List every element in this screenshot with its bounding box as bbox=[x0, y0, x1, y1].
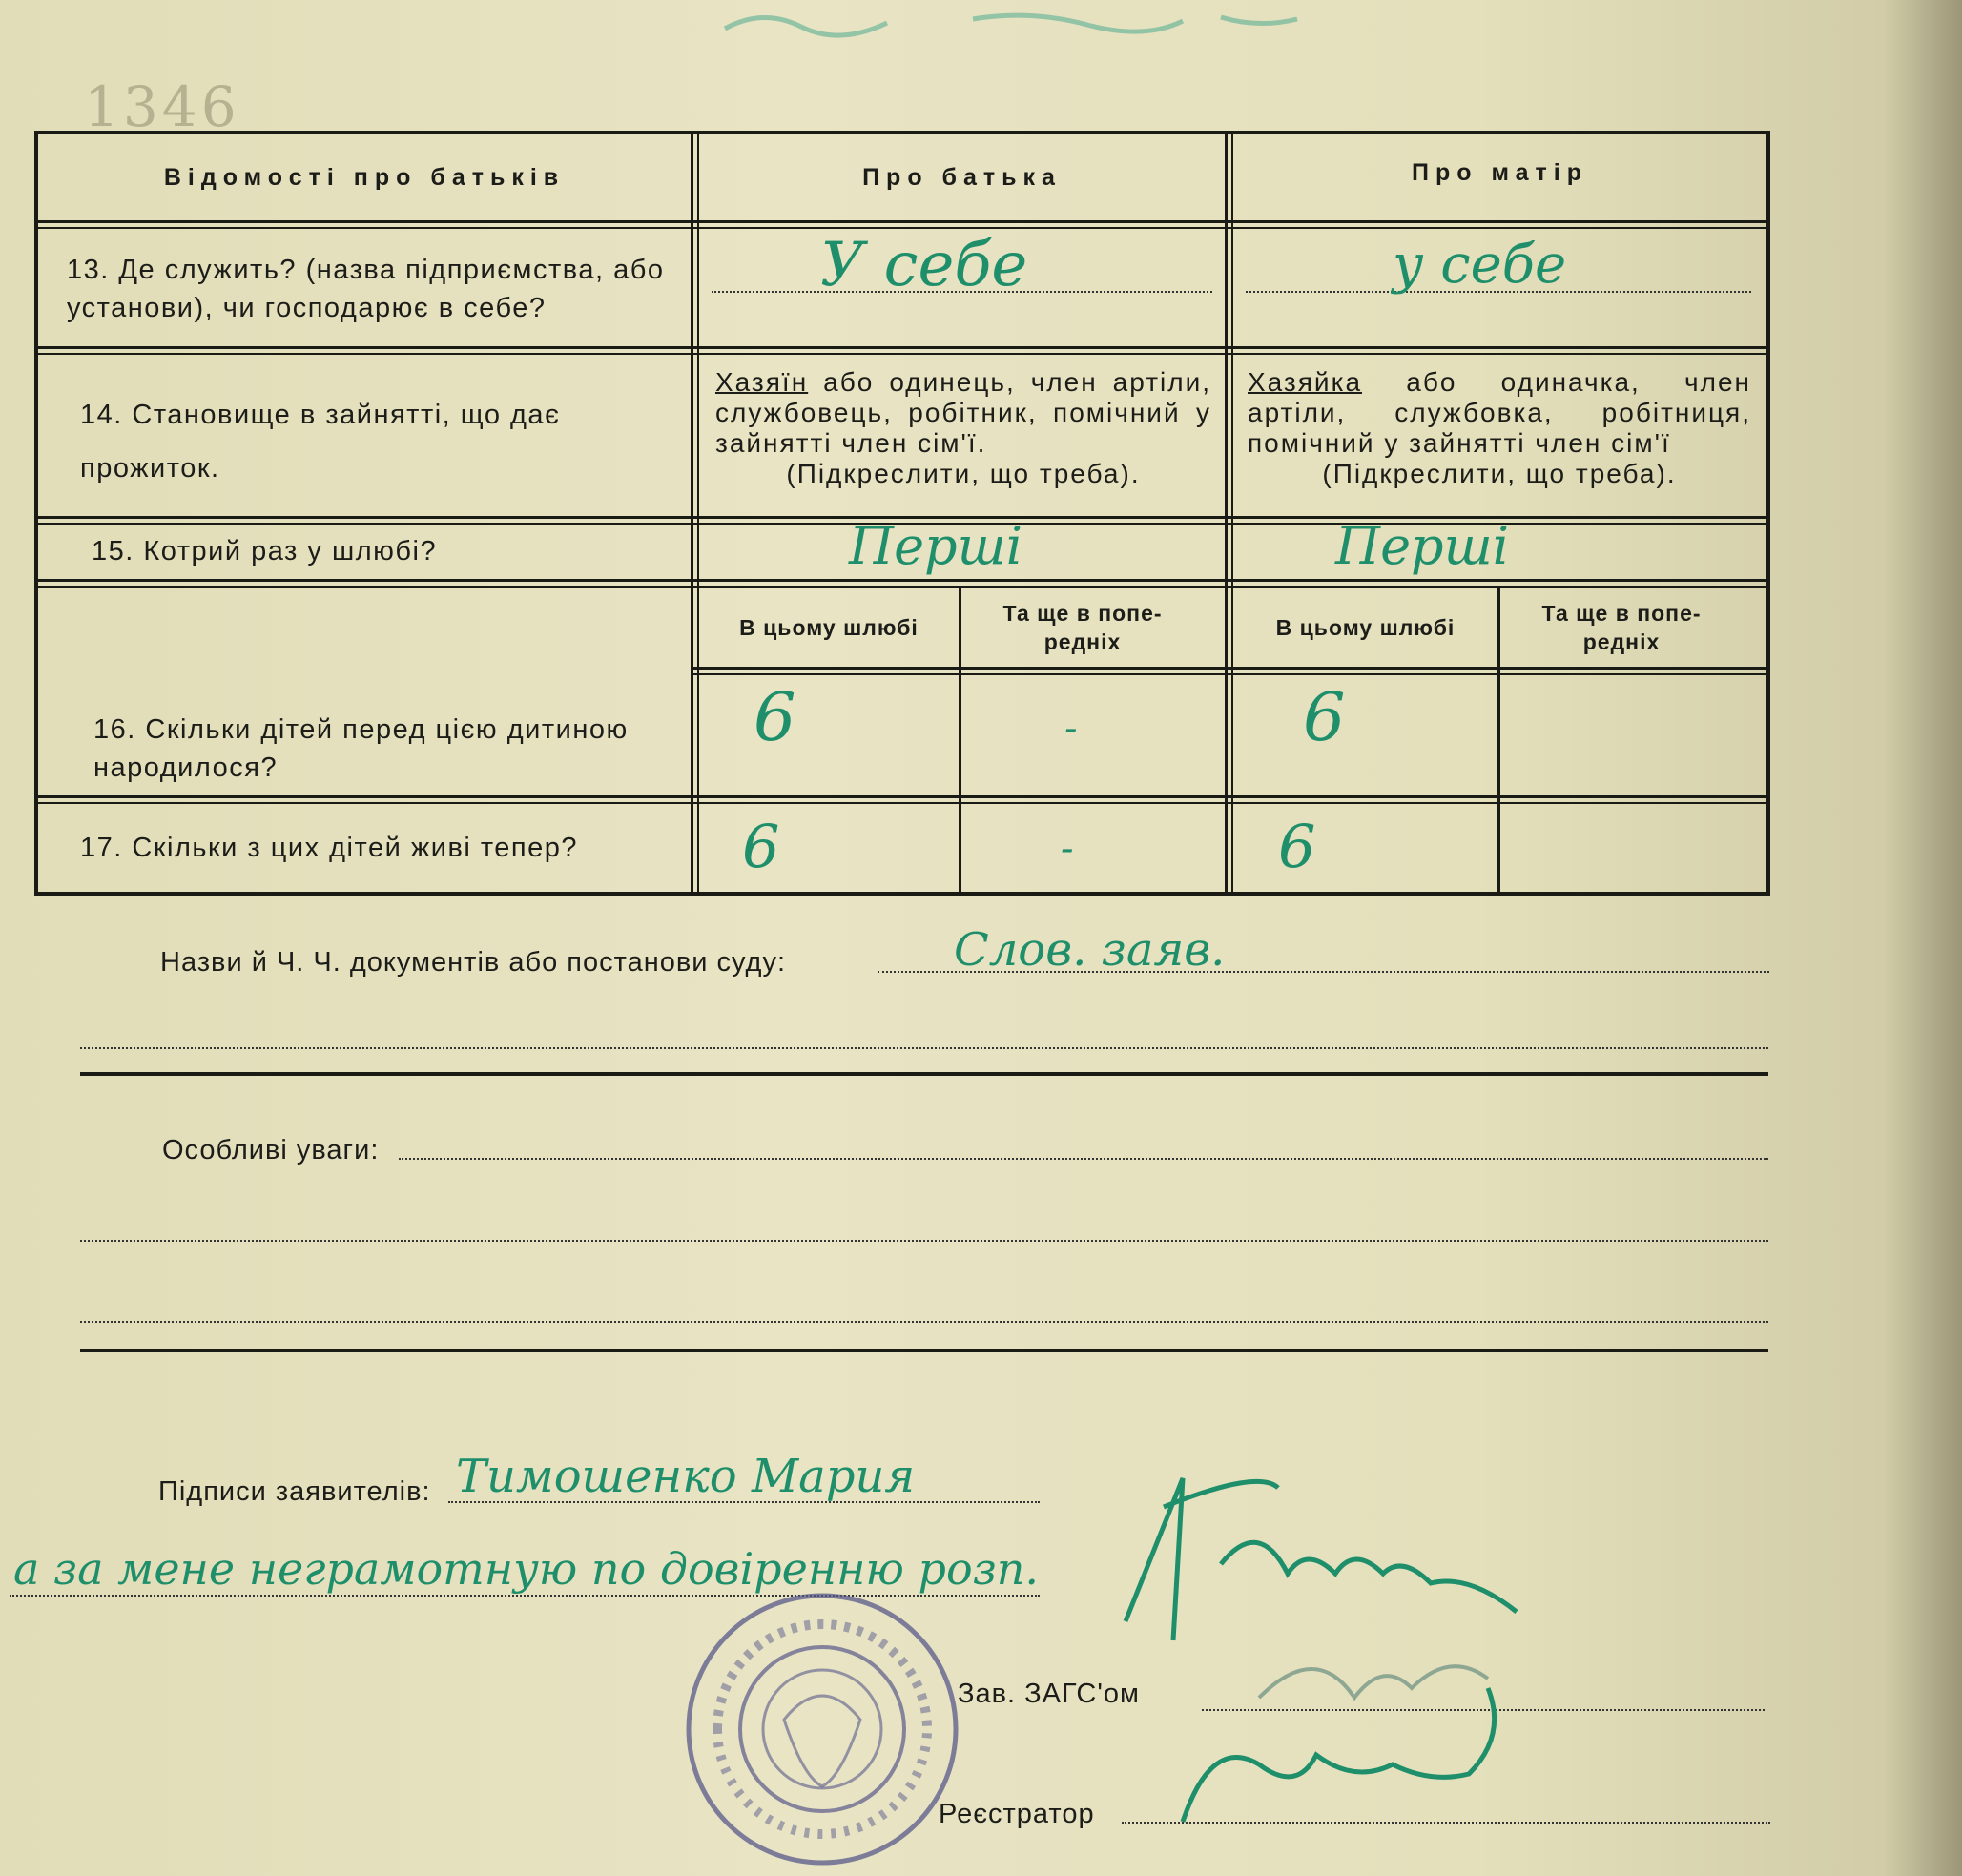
answer-17-mother-this: 6 bbox=[1278, 812, 1316, 881]
subheader-mother-this: В цьому шлюбі bbox=[1275, 614, 1456, 640]
rule bbox=[38, 220, 1766, 223]
official-round-stamp bbox=[679, 1586, 965, 1872]
rule bbox=[38, 346, 1766, 349]
documents-line-2 bbox=[80, 1047, 1768, 1049]
rule bbox=[38, 353, 1766, 355]
parents-info-table bbox=[34, 131, 1770, 896]
proxy-note: а за мене неграмотную по довіренню розп. bbox=[13, 1543, 1040, 1595]
rule bbox=[38, 227, 1766, 229]
answer-13-mother: у себе bbox=[1393, 234, 1567, 296]
subheader-mother-previous: Та ще в попе-редніх bbox=[1541, 600, 1702, 654]
remarks-label: Особливі уваги: bbox=[162, 1135, 380, 1165]
answer-16-mother-this: 6 bbox=[1303, 678, 1346, 756]
answer-16-father-previous: - bbox=[1064, 707, 1078, 751]
question-16: 16. Скільки дітей перед цією дитиною народилося? bbox=[93, 714, 629, 783]
question-13: 13. Де служить? (назва підприємства, або установи), чи господарює в себе? bbox=[67, 255, 665, 323]
applicants-signature: Тимошенко Мария bbox=[456, 1450, 916, 1503]
rule bbox=[38, 795, 1766, 798]
options-text: або одиначка, член артіли, службовка, робітниця, помічний у зайнятті член сім'ї bbox=[1248, 367, 1751, 458]
underline-note: (Підкреслити, що треба). bbox=[786, 459, 1141, 488]
answer-17-father-previous: - bbox=[1061, 827, 1074, 871]
answer-15-mother: Перші bbox=[1335, 516, 1510, 576]
section-rule bbox=[80, 1072, 1768, 1076]
head-signature-scribble bbox=[1068, 1450, 1602, 1850]
rule bbox=[697, 134, 699, 892]
subheader-father-previous: Та ще в попе-редніх bbox=[1002, 600, 1163, 654]
header-father: Про батька bbox=[862, 164, 1062, 191]
answer-15-father: Перші bbox=[849, 516, 1023, 576]
rule bbox=[1225, 134, 1228, 892]
rule bbox=[959, 586, 961, 892]
answer-17-father-this: 6 bbox=[742, 812, 780, 881]
underline-note: (Підкреслити, що треба). bbox=[1322, 459, 1677, 488]
question-15: 15. Котрий раз у шлюбі? bbox=[92, 536, 438, 567]
archive-page-number: 1346 bbox=[84, 74, 240, 139]
answer-16-father-this: 6 bbox=[754, 678, 796, 756]
remarks-line bbox=[399, 1158, 1768, 1160]
subheader-father-this: В цьому шлюбі bbox=[739, 614, 919, 640]
rule bbox=[1231, 134, 1233, 892]
faded-ink-scrawl bbox=[687, 0, 1354, 57]
documents-label: Назви й Ч. Ч. документів або постанови суду: bbox=[160, 947, 787, 978]
rule bbox=[691, 673, 1766, 675]
applicants-signature-label: Підписи заявителів: bbox=[158, 1476, 431, 1507]
question-14: 14. Становище в зайнятті, що дає прожиток. bbox=[80, 400, 561, 484]
registrar-label: Реєстратор bbox=[939, 1799, 1095, 1829]
underlined-option: Хазяїн bbox=[715, 367, 809, 397]
underlined-option: Хазяйка bbox=[1248, 367, 1363, 397]
remarks-line-2 bbox=[80, 1240, 1768, 1242]
question-17: 17. Скільки з цих дітей живі тепер? bbox=[80, 833, 579, 863]
documents-value: Слов. заяв. bbox=[954, 923, 1226, 977]
answer-13-father: У себе bbox=[820, 230, 1028, 300]
mother-occupation-options bbox=[1248, 367, 1751, 489]
section-rule bbox=[80, 1349, 1768, 1352]
header-parents: Відомості про батьків bbox=[163, 164, 566, 191]
rule bbox=[38, 579, 1766, 582]
rule bbox=[1497, 586, 1500, 892]
rule bbox=[38, 802, 1766, 804]
header-mother: Про матір bbox=[1412, 159, 1588, 186]
father-occupation-options bbox=[715, 367, 1211, 489]
rule bbox=[691, 667, 1766, 670]
head-zags-label: Зав. ЗАГС'ом bbox=[958, 1679, 1140, 1709]
options-text: або одинець, член артіли, службовець, робітник, помічний у зайнятті член сім'ї. bbox=[715, 367, 1211, 458]
remarks-line-3 bbox=[80, 1321, 1768, 1323]
rule bbox=[691, 134, 693, 892]
